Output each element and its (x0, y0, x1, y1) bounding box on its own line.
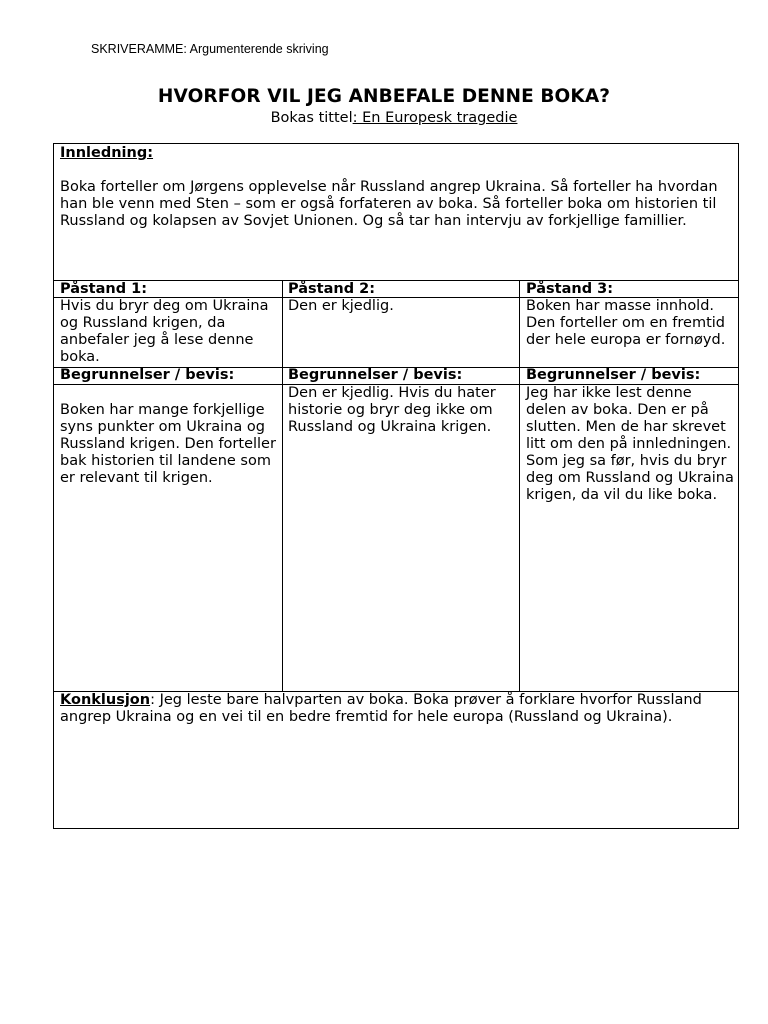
conclusion-cell (60, 692, 732, 726)
book-title-label: Bokas tittel (270, 110, 353, 126)
evidence-1-text: Boken har mange forkjellige syns punkter om Ukraina og Russland krigen. Den forteller bak historien til landene som er relevant til krigen. (60, 402, 276, 486)
evidence-3-heading: Begrunnelser / bevis: (526, 367, 701, 383)
column-divider-1 (282, 280, 283, 691)
claim-1-heading: Påstand 1: (60, 281, 148, 297)
writing-frame-table (53, 143, 739, 829)
book-title-line (0, 110, 768, 126)
claim-2-heading: Påstand 2: (288, 281, 376, 297)
evidence-1-heading: Begrunnelser / bevis: (60, 367, 235, 383)
header-note: SKRIVERAMME: Argumenterende skriving (91, 42, 329, 56)
column-divider-2 (519, 280, 520, 691)
claim-2-text: Den er kjedlig. (288, 298, 394, 314)
introduction-heading: Innledning: (60, 145, 154, 161)
book-title: : En Europesk tragedie (352, 110, 518, 126)
evidence-3-text: Jeg har ikke lest denne delen av boka. Den er på slutten. Men de har skrevet litt om den på innledningen. Som jeg sa før, hvis du bryr deg om Russland og Ukraina krigen, da vil du like boka. (526, 385, 734, 503)
evidence-2-text: Den er kjedlig. Hvis du hater historie og bryr deg ikke om Russland og Ukraina krigen. (288, 385, 496, 435)
conclusion-heading: Konklusjon (60, 692, 151, 708)
introduction-cell (60, 145, 732, 230)
claim-1-text: Hvis du bryr deg om Ukraina og Russland krigen, da anbefaler jeg å lese denne boka. (60, 298, 269, 365)
evidence-2-heading: Begrunnelser / bevis: (288, 367, 463, 383)
page-title: HVORFOR VIL JEG ANBEFALE DENNE BOKA? (157, 86, 611, 107)
claim-3-heading: Påstand 3: (526, 281, 614, 297)
introduction-text: Boka forteller om Jørgens opplevelse når Russland angrep Ukraina. Så forteller ha hvordan han ble venn med Sten – som er også forfateren av boka. Så forteller boka om historien til Russland og kolapsen av Sovjet Unionen. Og så tar han intervju av forkjellige famillier. (60, 179, 718, 229)
claim-3-text: Boken har masse innhold. Den forteller om en fremtid der hele europa er fornøyd. (526, 298, 726, 348)
conclusion-text: : Jeg leste bare halvparten av boka. Boka prøver å forklare hvorfor Russland angrep Ukraina og en vei til en bedre fremtid for hele europa (Russland og Ukraina). (60, 692, 702, 725)
